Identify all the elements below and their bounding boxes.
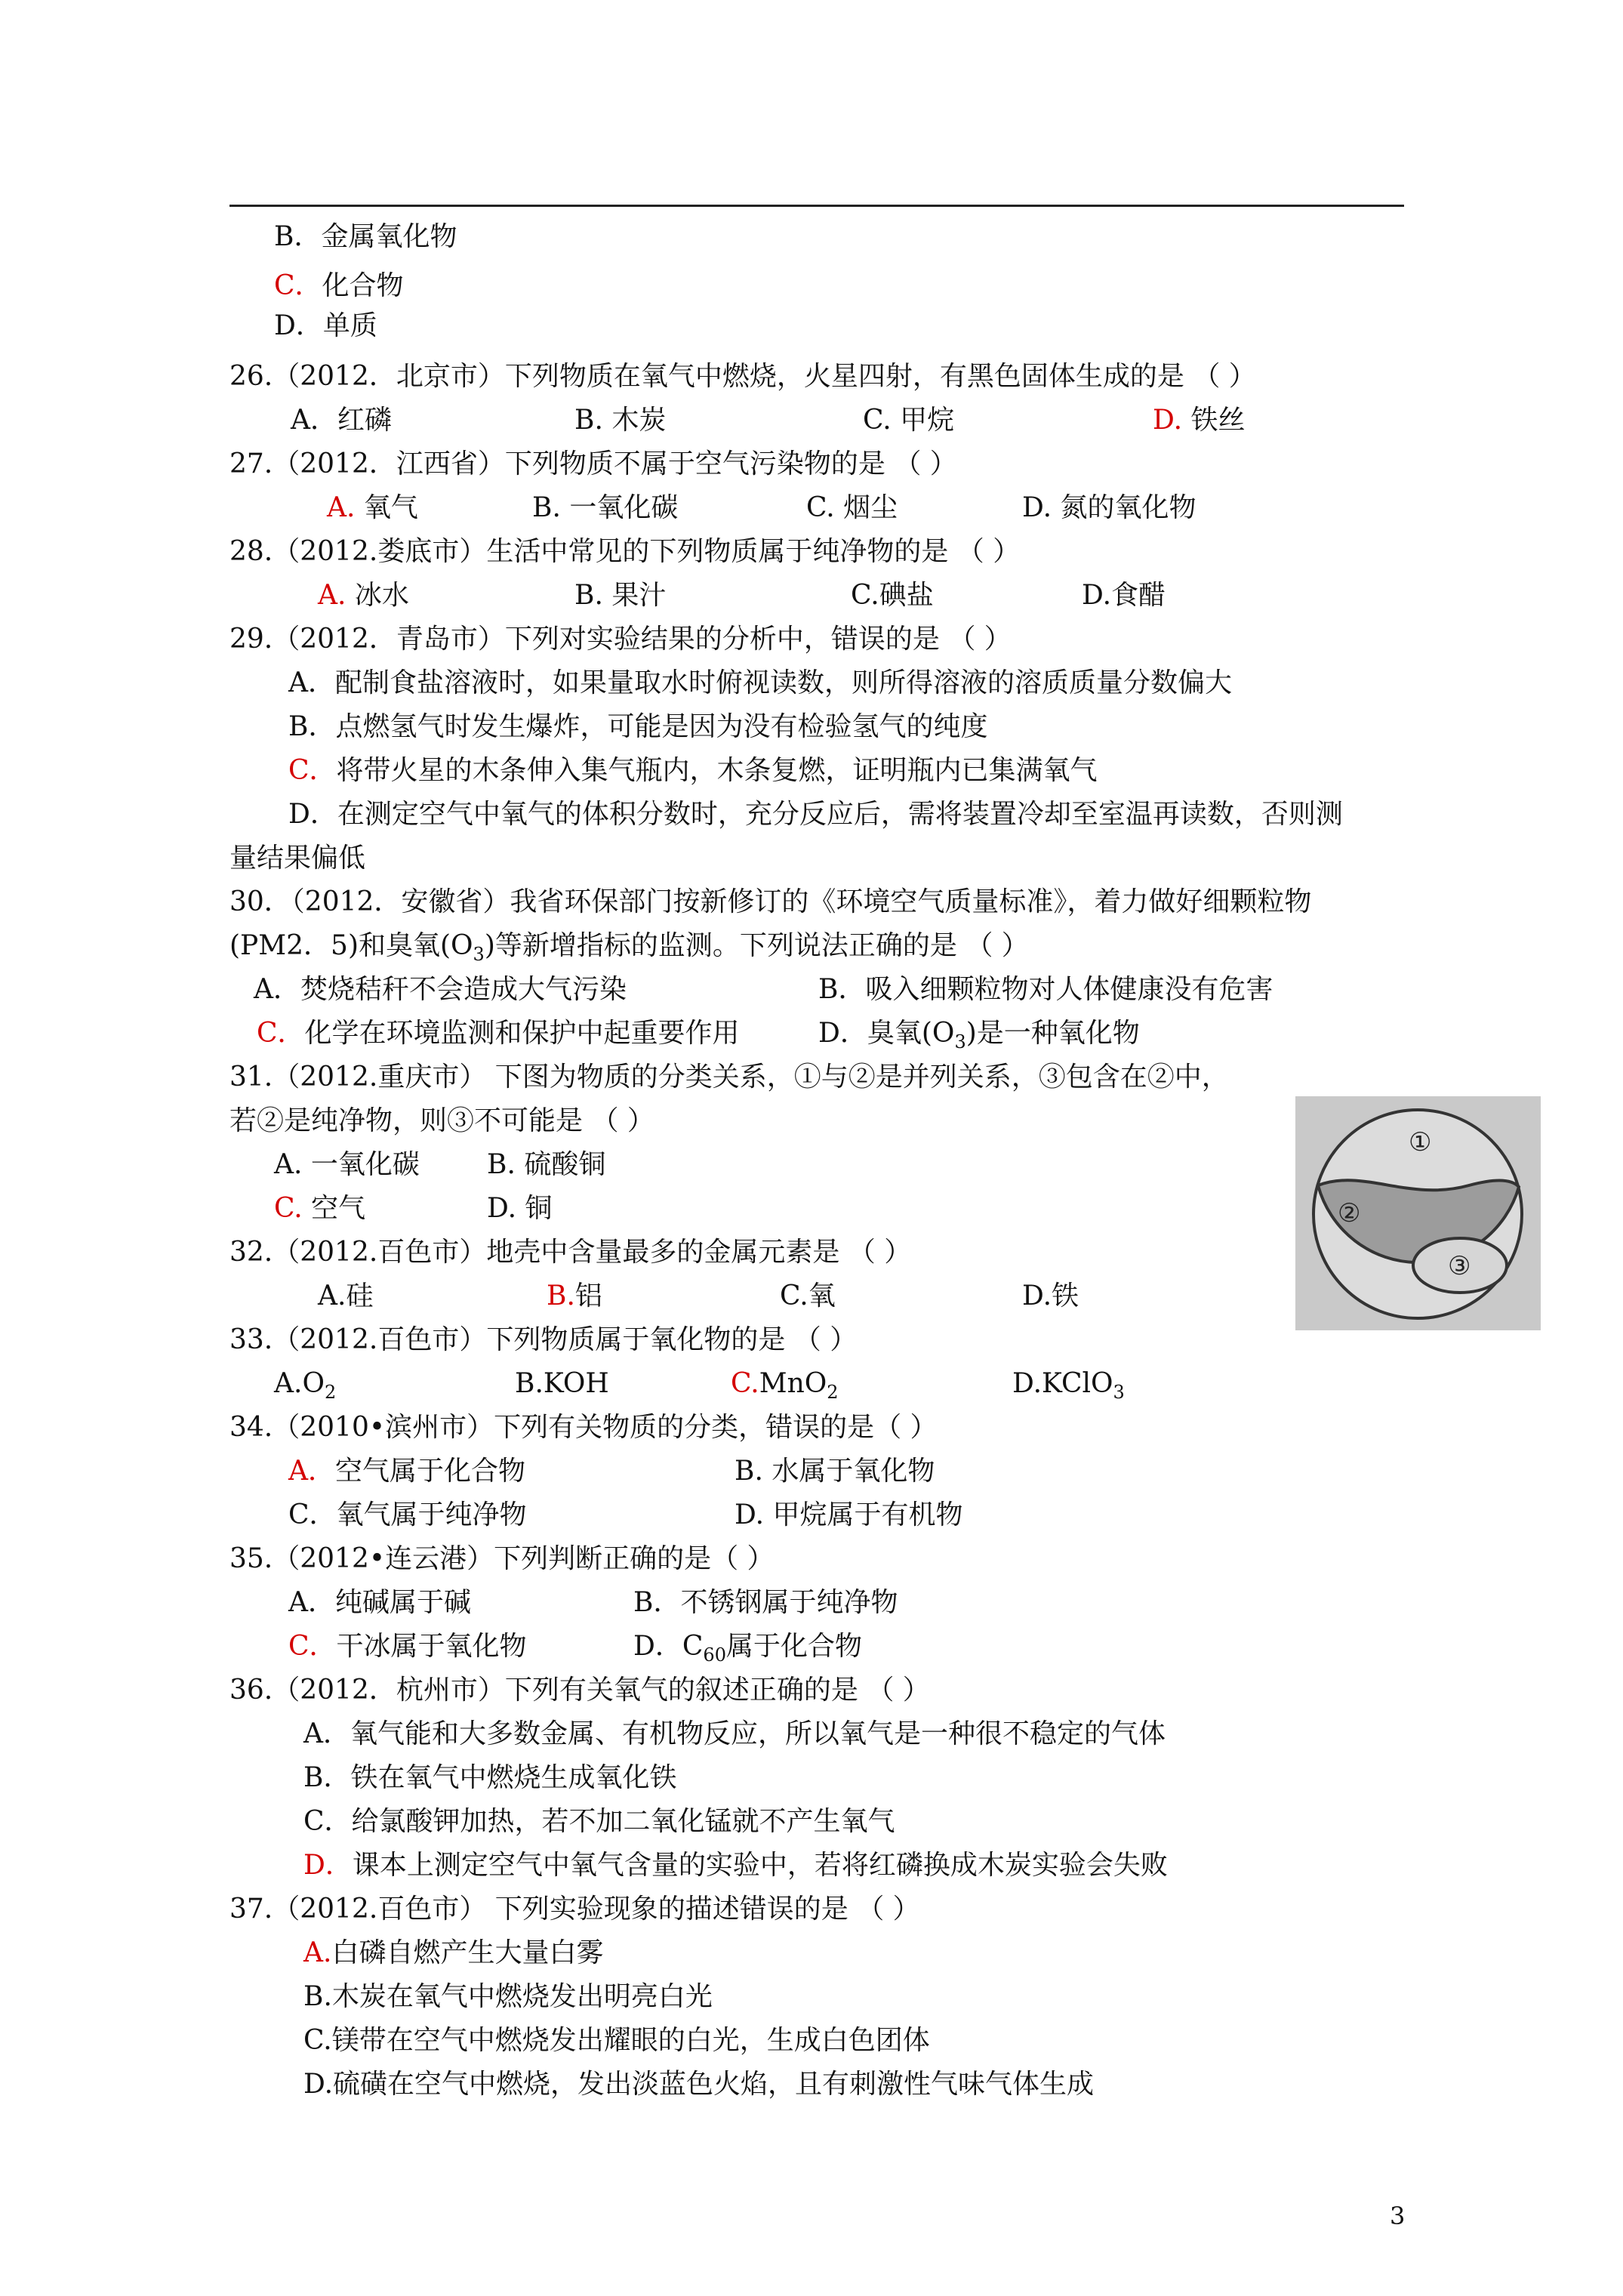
answer-marker: C． <box>288 1631 337 1662</box>
question-30: 30．（2012．安徽省）我省环保部门按新修订的《环境空气质量标准》，着力做好细颗粒物 <box>229 886 1312 917</box>
subscript: 60 <box>703 1644 726 1666</box>
nested-circles-diagram <box>1295 1096 1541 1330</box>
question-27: 27.（2012．江西省）下列物质不属于空气污染物的是 （ ） <box>229 448 957 479</box>
q33-option-b: B.KOH <box>515 1368 609 1399</box>
figure-label-1: ① <box>1409 1127 1432 1157</box>
question-text: (PM2．5)和臭氧(O <box>229 930 473 961</box>
option-b: B．金属氧化物 <box>274 221 457 252</box>
classification-figure <box>1295 1096 1541 1330</box>
q28-option-b: B. 果汁 <box>574 580 667 611</box>
q27-option-c: C. 烟尘 <box>806 492 898 523</box>
q36-option-a: A．氧气能和大多数金属、有机物反应，所以氧气是一种很不稳定的气体 <box>303 1718 1166 1749</box>
q28-option-c: C.碘盐 <box>851 580 934 611</box>
answer-marker: C. <box>731 1368 759 1399</box>
option-text: 化学在环境监测和保护中起重要作用 <box>304 1018 740 1049</box>
option-text: D．C <box>633 1631 704 1662</box>
q35-option-b: B．不锈钢属于纯净物 <box>633 1587 898 1618</box>
q32-option-d: D.铁 <box>1022 1281 1079 1311</box>
q26-option-b: B. 木炭 <box>574 405 667 436</box>
option-text: 白磷自燃产生大量白雾 <box>331 1937 604 1968</box>
header-rule <box>229 205 1404 207</box>
subscript: 2 <box>827 1382 839 1403</box>
question-37: 37.（2012.百色市） 下列实验现象的描述错误的是 （ ） <box>229 1894 920 1925</box>
option-text: 空气 <box>311 1193 366 1224</box>
option-text: 铁丝 <box>1190 405 1246 436</box>
q36-option-d <box>303 1848 1168 1884</box>
answer-marker: A． <box>288 1456 335 1487</box>
q35-option-a: A．纯碱属于碱 <box>288 1587 471 1618</box>
q29-option-d-cont: 量结果偏低 <box>229 843 366 874</box>
q36-option-b: B．铁在氧气中燃烧生成氧化铁 <box>303 1762 677 1793</box>
q32-option-b <box>547 1278 602 1314</box>
answer-marker: A. <box>327 492 356 523</box>
option-text: 空气属于化合物 <box>335 1456 526 1487</box>
q28-option-a <box>318 578 409 614</box>
subscript: 3 <box>1113 1382 1125 1403</box>
option-text: 属于化合物 <box>725 1631 862 1662</box>
option-text: 冰水 <box>354 580 409 611</box>
q26-option-a: A．红磷 <box>291 405 392 436</box>
q34-option-d: D. 甲烷属于有机物 <box>735 1499 963 1530</box>
question-31-cont: 若②是纯净物，则③不可能是 （ ） <box>229 1105 654 1136</box>
question-36: 36.（2012．杭州市）下列有关氧气的叙述正确的是 （ ） <box>229 1675 930 1706</box>
q29-option-d: D．在测定空气中氧气的体积分数时，充分反应后，需将装置冷却至室温再读数，否则测 <box>288 799 1343 830</box>
answer-marker: B. <box>547 1281 575 1311</box>
q33-option-d <box>1012 1366 1125 1402</box>
subscript: 3 <box>954 1031 966 1052</box>
q26-option-c: C. 甲烷 <box>863 405 955 436</box>
q30-option-a: A．焚烧秸秆不会造成大气污染 <box>254 974 627 1005</box>
answer-marker: C． <box>274 270 322 301</box>
option-text: 干冰属于氧化物 <box>336 1631 527 1662</box>
figure-label-2: ② <box>1338 1198 1361 1228</box>
question-text: )等新增指标的监测。下列说法正确的是 （ ） <box>484 930 1029 961</box>
option-text: D．臭氧(O <box>818 1018 955 1049</box>
q33-option-c <box>731 1366 839 1402</box>
answer-marker: C． <box>288 755 337 786</box>
subscript: 2 <box>324 1382 337 1403</box>
option-text: MnO <box>759 1368 827 1399</box>
question-29: 29.（2012．青岛市）下列对实验结果的分析中，错误的是 （ ） <box>229 624 1012 655</box>
question-31: 31.（2012.重庆市） 下图为物质的分类关系，①与②是并列关系，③包含在②中， <box>229 1062 1229 1093</box>
option-text: 课本上测定空气中氧气含量的实验中，若将红磷换成木炭实验会失败 <box>352 1850 1168 1881</box>
q27-option-b: B. 一氧化碳 <box>532 492 679 523</box>
q29-option-b: B．点燃氢气时发生爆炸，可能是因为没有检验氢气的纯度 <box>288 711 988 742</box>
q30-option-b: B．吸入细颗粒物对人体健康没有危害 <box>818 974 1273 1005</box>
option-text: A.O <box>274 1368 325 1399</box>
q35-option-c <box>288 1629 527 1665</box>
answer-marker: A. <box>318 580 346 611</box>
option-text: 将带火星的木条伸入集气瓶内，木条复燃，证明瓶内已集满氧气 <box>336 755 1098 786</box>
option-c <box>274 268 404 304</box>
question-30-cont <box>229 928 1029 964</box>
question-26: 26.（2012．北京市）下列物质在氧气中燃烧，火星四射，有黑色固体生成的是 （ ） <box>229 361 1256 392</box>
q32-option-a: A.硅 <box>318 1281 374 1311</box>
answer-marker: C． <box>257 1018 305 1049</box>
q36-option-c: C．给氯酸钾加热，若不加二氧化锰就不产生氧气 <box>303 1806 895 1837</box>
q30-option-c <box>257 1015 740 1052</box>
option-text: )是一种氧化物 <box>965 1018 1140 1049</box>
option-d: D．单质 <box>274 310 377 341</box>
q37-option-c: C.镁带在空气中燃烧发出耀眼的白光，生成白色团体 <box>303 2025 930 2056</box>
q31-option-a: A. 一氧化碳 <box>274 1149 420 1180</box>
q37-option-a <box>303 1935 603 1971</box>
question-28: 28.（2012.娄底市）生活中常见的下列物质属于纯净物的是 （ ） <box>229 536 1021 567</box>
answer-marker: D． <box>303 1850 353 1881</box>
option-text: D.KClO <box>1012 1368 1113 1399</box>
q37-option-d: D.硫磺在空气中燃烧，发出淡蓝色火焰，且有刺激性气味气体生成 <box>303 2069 1095 2100</box>
option-text: 氧气 <box>363 492 418 523</box>
q37-option-b: B.木炭在氧气中燃烧发出明亮白光 <box>303 1981 713 2012</box>
q31-option-b: B. 硫酸铜 <box>487 1149 606 1180</box>
q35-option-d <box>633 1629 862 1665</box>
question-33: 33.（2012.百色市）下列物质属于氧化物的是 （ ） <box>229 1324 858 1355</box>
answer-marker: C. <box>274 1193 303 1224</box>
q27-option-d: D. 氮的氧化物 <box>1022 492 1196 523</box>
q27-option-a <box>327 490 418 526</box>
q26-option-d <box>1153 402 1246 439</box>
q28-option-d: D.食醋 <box>1082 580 1166 611</box>
q30-option-d <box>818 1015 1140 1052</box>
q33-option-a <box>274 1366 336 1402</box>
q31-option-c <box>274 1191 365 1227</box>
subscript: 3 <box>473 944 485 965</box>
page-number: 3 <box>1390 2202 1406 2230</box>
question-35: 35.（2012•连云港）下列判断正确的是（ ） <box>229 1543 775 1574</box>
q34-option-b: B. 水属于氧化物 <box>735 1456 935 1487</box>
answer-marker: D. <box>1153 405 1183 436</box>
question-32: 32.（2012.百色市）地壳中含量最多的金属元素是 （ ） <box>229 1237 912 1268</box>
q32-option-c: C.氧 <box>780 1281 836 1311</box>
q34-option-a <box>288 1453 525 1490</box>
q34-option-c: C．氧气属于纯净物 <box>288 1499 527 1530</box>
q29-option-a: A．配制食盐溶液时，如果量取水时俯视读数，则所得溶液的溶质质量分数偏大 <box>288 667 1232 698</box>
question-34: 34.（2010•滨州市）下列有关物质的分类，错误的是（ ） <box>229 1412 938 1443</box>
option-text: 铝 <box>574 1281 602 1311</box>
q29-option-c <box>288 753 1098 789</box>
answer-marker: A. <box>303 1937 332 1968</box>
q31-option-d: D. 铜 <box>487 1193 553 1224</box>
option-text: 化合物 <box>322 270 404 301</box>
figure-label-3: ③ <box>1448 1251 1471 1281</box>
